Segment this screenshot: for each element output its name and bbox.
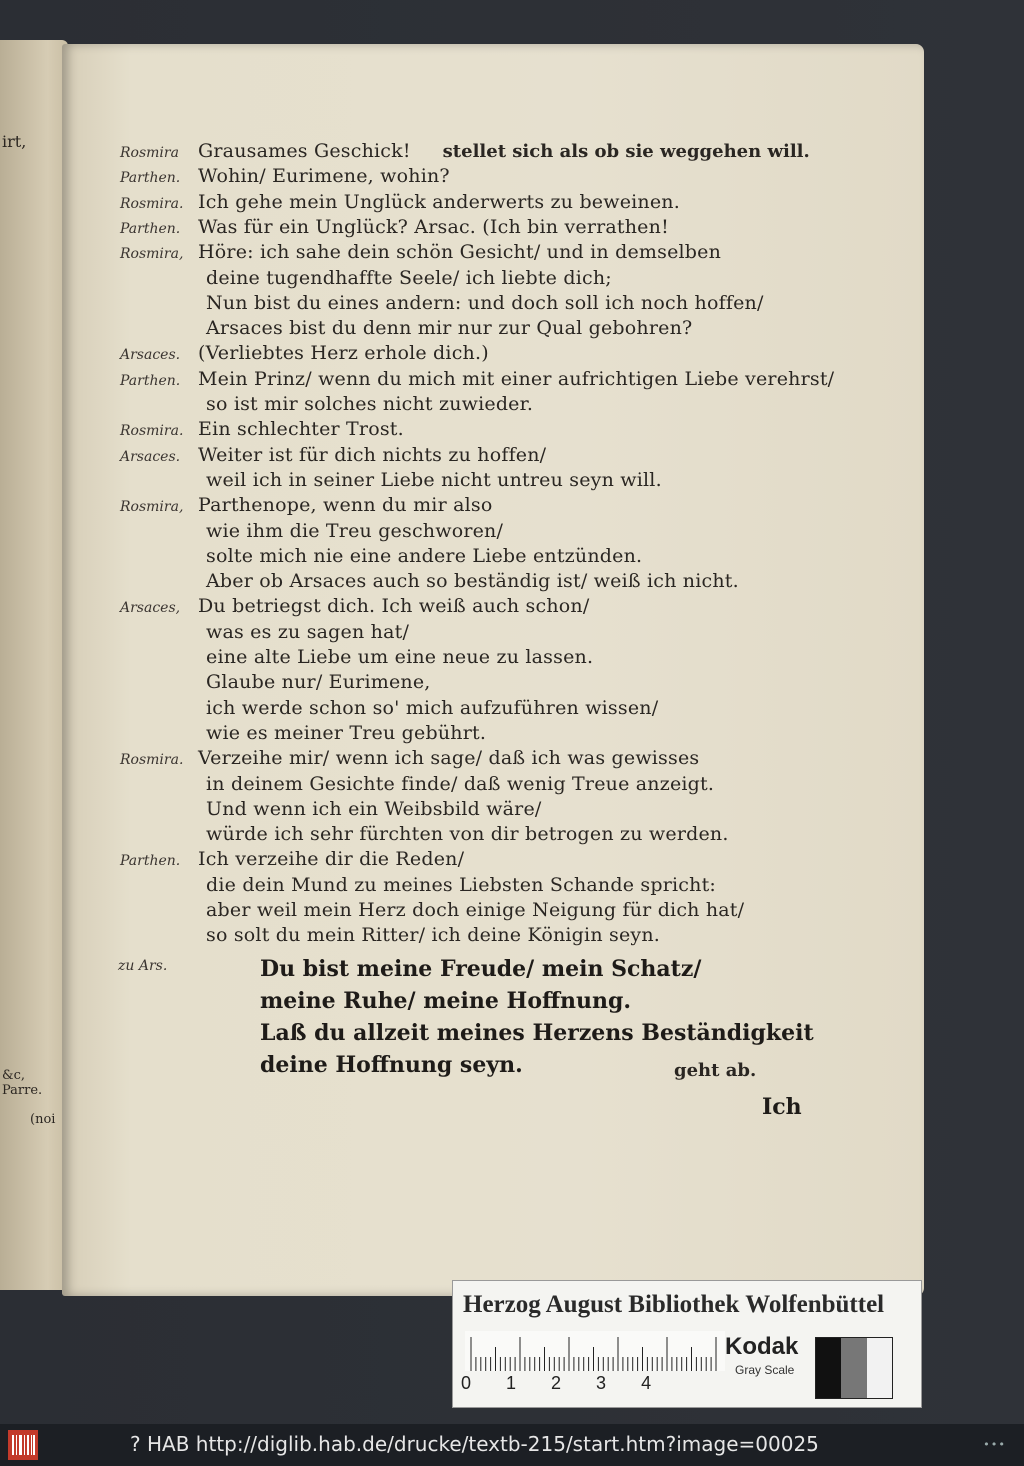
dialogue-line [120,671,431,693]
line-text: Mein Prinz/ wenn du mich mit einer aufrichtigen Liebe verehrst/ [198,367,835,390]
line-text: würde ich sehr fürchten von dir betrogen zu werden. [206,823,729,846]
dialogue-line [120,444,546,466]
dialogue-line [120,621,409,643]
line-text: Ich verzeihe dir die Reden/ [198,848,465,871]
swatch-white [867,1338,892,1398]
aria-line: deine Hoffnung seyn. [260,1052,523,1078]
line-text: Grausames Geschick! [198,140,411,162]
line-text: wie ihm die Treu geschworen/ [206,519,504,542]
dialogue-line [120,140,810,162]
speaker-name: Rosmira, [120,246,184,263]
dialogue-line [120,191,680,213]
line-text: so ist mir solches nicht zuwieder. [206,393,534,415]
dialogue-line [120,469,662,491]
left-page-edge [0,40,68,1290]
line-text: Glaube nur/ Eurimene, [206,671,431,694]
gray-scale-swatch [815,1337,893,1399]
speaker-name: Arsaces. [120,347,181,364]
speaker-name: Rosmira. [120,752,184,769]
ruler-scale [465,1331,725,1371]
line-text: Parthenope, wenn du mir also [198,494,493,517]
page-url[interactable]: ? HAB http://diglib.hab.de/drucke/textb-215/start.htm?image=00025 [130,1432,819,1456]
dialogue-line [120,747,699,769]
ruler-number: 1 [506,1373,517,1393]
line-text: Nun bist du eines andern: und doch soll ich noch hoffen/ [206,291,764,314]
book-page [62,44,924,1296]
line-text: Verzeihe mir/ wenn ich sage/ daß ich was gewisses [198,747,700,770]
dialogue-line [120,823,729,845]
line-text: was es zu sagen hat/ [206,620,410,643]
speaker-name: Rosmira. [120,423,184,440]
dialogue-line [120,165,450,187]
line-text: ich werde schon so' mich aufzuführen wissen/ [206,696,659,719]
speaker-name: Rosmira, [120,499,184,516]
speaker-name: Parthen. [120,372,181,389]
stage-direction: stellet sich als ob sie weggehen will. [442,141,810,162]
dialogue-line [120,520,503,542]
ruler-number: 4 [641,1373,652,1393]
speaker-name: Arsaces, [120,600,181,617]
dialogue-line [120,722,486,744]
speaker-name: Rosmira. [120,195,184,212]
dialogue-line [120,317,692,339]
stage-direction-exit: geht ab. [674,1060,757,1081]
dialogue-line [120,267,612,289]
dialogue-line [120,418,404,440]
viewer-footer [0,1424,1024,1466]
ruler-number: 3 [596,1373,607,1393]
line-text: Und wenn ich ein Weibsbild wäre/ [206,797,542,820]
aria-line: Laß du allzeit meines Herzens Beständigkeit [260,1020,814,1046]
barcode-icon[interactable] [8,1430,38,1460]
gray-scale-label: Gray Scale [735,1363,795,1377]
line-text: Weiter ist für dich nichts zu hoffen/ [198,443,547,466]
ruler-number: 0 [461,1373,472,1393]
kodak-logo: Kodak [725,1333,799,1360]
dialogue-line [120,216,669,238]
aria-line: meine Ruhe/ meine Hoffnung. [260,988,632,1014]
aria-direction: zu Ars. [118,958,168,974]
dialogue-line [120,545,642,567]
dialogue-line [120,241,721,263]
line-text: Aber ob Arsaces auch so beständig ist/ weiß ich nicht. [206,570,739,593]
dialogue-line [120,342,489,364]
line-text: die dein Mund zu meines Liebsten Schande spricht: [206,873,717,896]
ruler-number: 2 [551,1373,562,1393]
dialogue-line [120,494,493,516]
speaker-name: Parthen. [120,220,181,237]
line-text: so solt du mein Ritter/ ich deine Königin seyn. [206,924,660,947]
dialogue-line [120,368,834,390]
line-text: deine tugendhaffte Seele/ ich liebte dich; [206,266,612,289]
dialogue-line [120,899,744,921]
dialogue-line [120,798,542,820]
dialogue-line [120,393,533,415]
ruler-numbers [461,1373,681,1394]
swatch-gray [841,1338,866,1398]
line-text: (Verliebtes Herz erhole dich.) [198,342,489,365]
swatch-black [816,1338,841,1398]
line-text: Du betriegst dich. Ich weiß auch schon/ [198,595,590,618]
library-color-card [452,1280,922,1408]
line-text: solte mich nie eine andere Liebe entzünden. [206,544,643,567]
line-text: weil ich in seiner Liebe nicht untreu seyn will. [206,468,662,491]
dialogue-line [120,848,464,870]
dialogue-line [120,874,716,896]
left-fragment: irt, [2,132,27,151]
left-fragment: (noi [30,1112,56,1127]
line-text: eine alte Liebe um eine neue zu lassen. [206,646,594,668]
line-text: Ein schlechter Trost. [198,418,404,441]
left-fragment: &c, Parre. [2,1068,43,1098]
line-text: wie es meiner Treu gebührt. [206,721,487,744]
line-text: Was für ein Unglück? Arsac. (Ich bin verrathen! [198,215,669,238]
more-options-icon[interactable]: ••• [983,1438,1006,1451]
line-text: Arsaces bist du denn mir nur zur Qual gebohren? [206,317,693,340]
dialogue-line [120,773,714,795]
line-text: in deinem Gesichte finde/ daß wenig Treue anzeigt. [206,772,715,795]
speaker-name: Parthen. [120,170,181,187]
dialogue-line [120,292,764,314]
speaker-name: Rosmira [120,145,179,161]
line-text: Ich gehe mein Unglück anderwerts zu beweinen. [198,190,680,213]
aria-line: Du bist meine Freude/ mein Schatz/ [260,956,702,982]
line-text: Wohin/ Eurimene, wohin? [198,165,450,188]
dialogue-line [120,697,658,719]
dialogue-line [120,570,739,592]
speaker-name: Parthen. [120,853,181,870]
catchword: Ich [762,1094,802,1120]
dialogue-line [120,646,593,668]
dialogue-line [120,595,589,617]
line-text: aber weil mein Herz doch einige Neigung für dich hat/ [206,899,745,921]
speaker-name: Arsaces. [120,448,181,465]
dialogue-line [120,924,660,946]
line-text: Höre: ich sahe dein schön Gesicht/ und in demselben [198,241,722,264]
library-name: Herzog August Bibliothek Wolfenbüttel [463,1291,885,1318]
